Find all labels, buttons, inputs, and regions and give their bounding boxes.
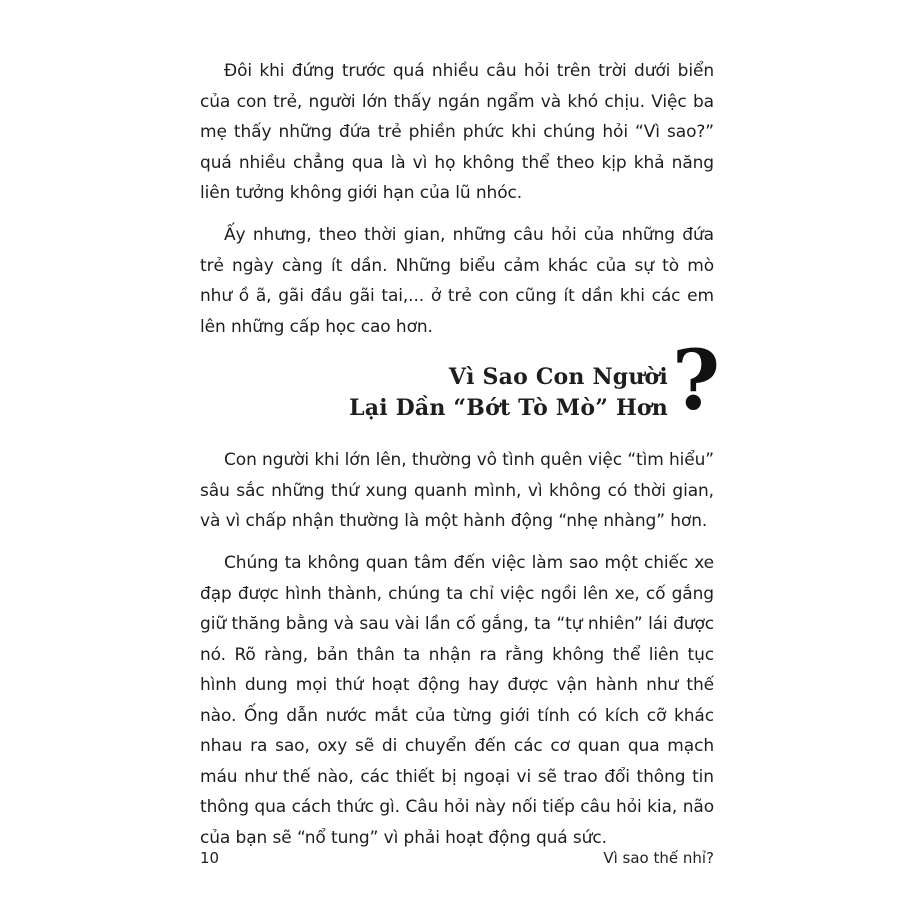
question-mark-icon: ? <box>672 333 721 429</box>
paragraph-growing-up: Con người khi lớn lên, thường vô tình quên việc “tìm hiểu” sâu sắc những thứ xung quanh mình, vì không có thời gian, và vì chấp nhận thường là một hành động “nhẹ nhàng” hơn. <box>200 450 715 531</box>
paragraph-intro: Đôi khi đứng trước quá nhiều câu hỏi trên trời dưới biển của con trẻ, người lớn thấy ngán ngẩm và khó chịu. Việc ba mẹ thấy những đứa trẻ phiền phức khi chúng hỏi “Vì sao?” quá nhiều chẳng qua là vì họ không thể theo kịp khả năng liên tưởng không giới hạn của lũ nhóc. <box>200 61 714 203</box>
section-heading <box>349 362 668 424</box>
running-title: Vì sao thế nhỉ? <box>603 849 714 867</box>
paragraph-decline: Ấy nhưng, theo thời gian, những câu hỏi của những đứa trẻ ngày càng ít dần. Những biểu cảm khác của sự tò mò như ồ ã, gãi đầu gãi tai,... ở trẻ con cũng ít dần khi các em lên những cấp học cao hơn. <box>200 225 714 337</box>
heading-line-1: Vì Sao Con Người <box>448 364 668 390</box>
heading-line-2: Lại Dần “Bớt Tò Mò” Hơn <box>349 395 668 421</box>
page-number: 10 <box>200 849 220 867</box>
paragraph-bicycle: Chúng ta không quan tâm đến việc làm sao một chiếc xe đạp được hình thành, chúng ta chỉ việc ngồi lên xe, cố gắng giữ thăng bằng và sau vài lần cố gắng, ta “tự nhiên” lái được nó. Rõ ràng, bản thân ta nhận ra rằng không thể liên tục hình dung mọi thứ hoạt động hay được vận hành như thế nào. Ống dẫn nước mắt của từng giới tính có kích cỡ khác nhau ra sao, oxy sẽ di chuyển đến các cơ quan qua mạch máu như thế nào, các thiết bị ngoại vi sẽ trao đổi thông tin thông qua cách thức gì. Câu hỏi này nối tiếp câu hỏi kia, não của bạn sẽ “nổ tung” vì phải hoạt động quá sức. <box>200 553 714 848</box>
